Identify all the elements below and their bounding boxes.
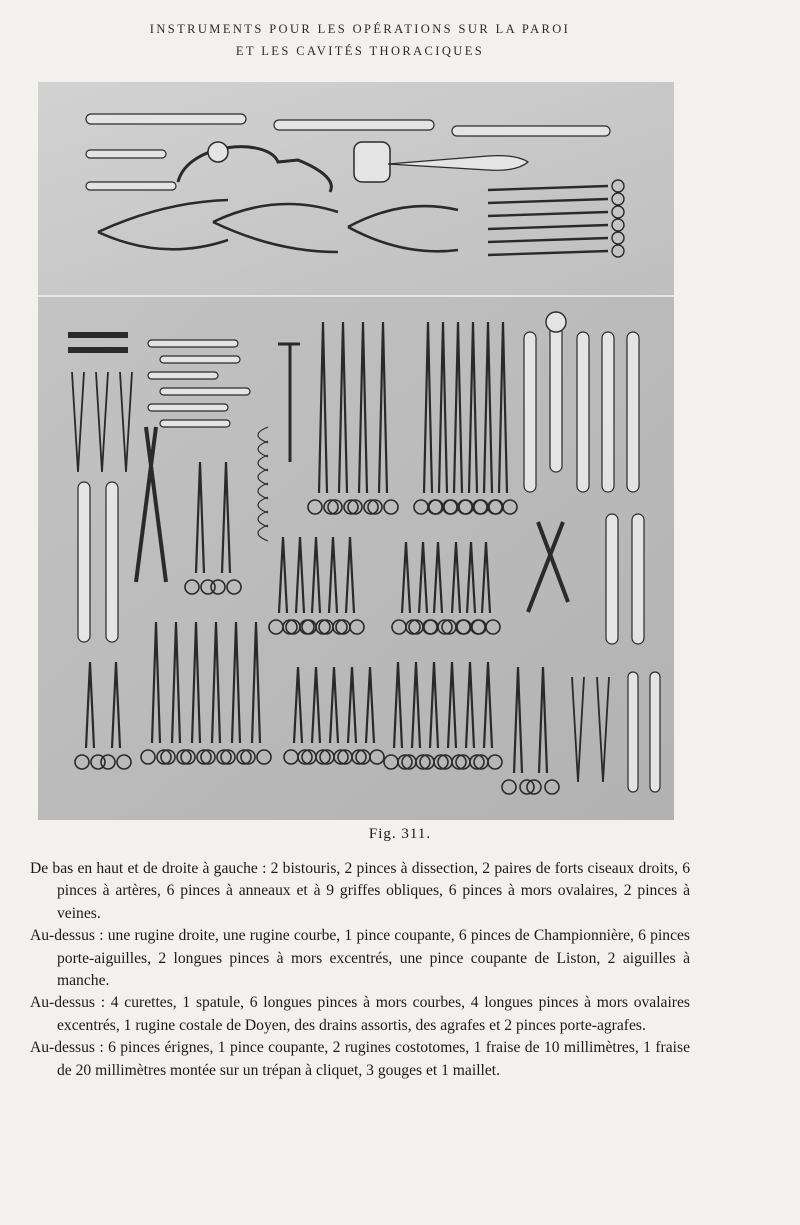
agrafes-strip [68,347,128,353]
handle-instrument [602,332,614,492]
handle-instrument [627,332,639,492]
agrafes-strip [68,332,128,338]
rugine-instrument [148,404,228,411]
legend-paragraph-4: Au-dessus : 6 pinces érignes, 1 pince coupante, 2 rugines costotomes, 1 fraise de 10 millimètres, 1 fraise de 20 millimètres montée sur un trépan à cliquet, 3 gouges et 1 maillet. [30,1039,690,1079]
rugine-instrument [148,340,238,347]
running-title [110,18,610,62]
handle-instrument [550,312,562,472]
instrument-plate-illustration [38,82,674,820]
trepan-knob [208,142,228,162]
handle-instrument [650,672,660,792]
handle-instrument [78,482,90,642]
handle-instrument [632,514,644,644]
rugine-instrument [274,120,434,130]
figure-legend [30,858,690,1082]
running-title-line1: INSTRUMENTS POUR LES OPÉRATIONS SUR LA PAROI [149,22,571,36]
rugine-instrument [86,182,176,190]
instrument-photograph [38,82,674,820]
handle-instrument [606,514,618,644]
legend-paragraph-2: Au-dessus : une rugine droite, une rugine courbe, 1 pince coupante, 6 pinces de Championnière, 6 pinces porte-aiguilles, 2 longues pinces à mors excentrés, une pince coupante de Liston, 2 aiguilles à manche. [30,927,690,990]
spatule-head [546,312,566,332]
running-title-line2: ET LES CAVITÉS THORACIQUES [235,44,485,58]
rugine-instrument [148,372,218,379]
rugine-instrument [160,420,230,427]
rugine-instrument [160,356,240,363]
handle-instrument [577,332,589,492]
handle-instrument [524,332,536,492]
figure-label: Fig. 311. [368,826,432,842]
rugine-instrument [86,150,166,158]
legend-paragraph-3: Au-dessus : 4 curettes, 1 spatule, 6 longues pinces à mors courbes, 4 longues pinces à mors ovalaires excentrés, 1 rugine costale de Doyen, des drains assortis, des agrafes et 2 pinces porte-agrafes. [30,994,690,1034]
handle-instrument [628,672,638,792]
rugine-instrument [86,114,246,124]
rugine-instrument [160,388,250,395]
rugine-instrument [452,126,610,136]
legend-paragraph-1: De bas en haut et de droite à gauche : 2 bistouris, 2 pinces à dissection, 2 paires de forts ciseaux droits, 6 pinces à artères, 6 pinces à anneaux et à 9 griffes obliques, 6 pinces à mors ovalaires, 2 pinces à veines. [30,860,690,922]
mallet-head [354,142,390,182]
handle-instrument [106,482,118,642]
